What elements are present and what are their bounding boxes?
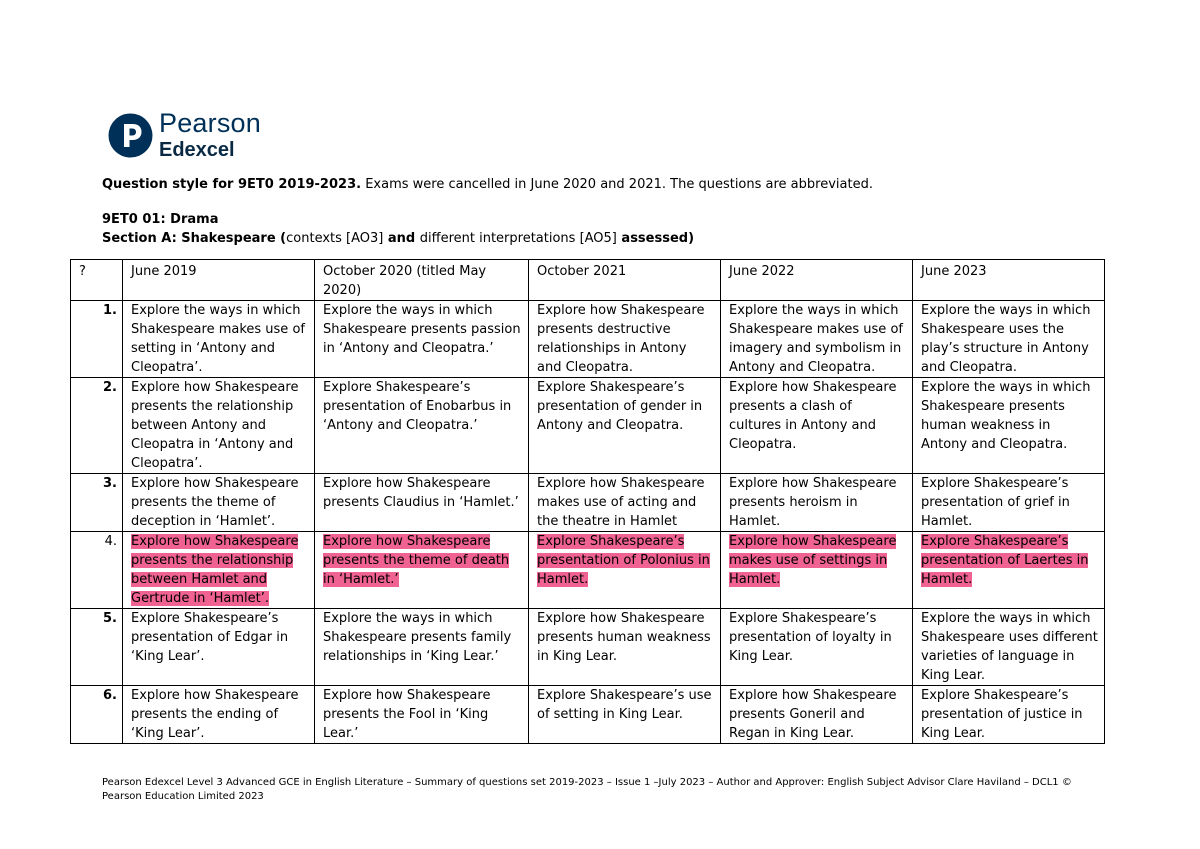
table-cell: Explore Shakespeare’s presentation of Enobarbus in ‘Antony and Cleopatra.’ bbox=[315, 378, 529, 474]
table-cell: Explore how Shakespeare presents human weakness in King Lear. bbox=[529, 609, 721, 686]
table-cell: Explore how Shakespeare presents destructive relationships in Antony and Cleopatra. bbox=[529, 301, 721, 378]
page-footer: Pearson Edexcel Level 3 Advanced GCE in English Literature – Summary of questions set 2019-2023 – Issue 1 –July 2023 – Author and Approver: English Subject Advisor Clare Haviland – DCL1 © Pearson Education Limited 2023 bbox=[102, 777, 1072, 802]
questions-table bbox=[70, 259, 1105, 744]
header-cell: ? bbox=[71, 260, 123, 301]
intro-rest: Exams were cancelled in June 2020 and 2021. The questions are abbreviated. bbox=[361, 177, 873, 192]
table-cell bbox=[721, 532, 913, 609]
table-cell: Explore the ways in which Shakespeare presents family relationships in ‘King Lear.’ bbox=[315, 609, 529, 686]
table-cell: Explore the ways in which Shakespeare uses different varieties of language in King Lear. bbox=[913, 609, 1105, 686]
table-row bbox=[71, 474, 1105, 532]
question-number: 1. bbox=[71, 301, 123, 378]
table-cell: Explore how Shakespeare presents the theme of deception in ‘Hamlet’. bbox=[123, 474, 315, 532]
pearson-logo-icon bbox=[108, 113, 153, 158]
table-row bbox=[71, 301, 1105, 378]
paper-heading: 9ET0 01: Drama bbox=[102, 212, 219, 227]
table-cell: Explore how Shakespeare makes use of acting and the theatre in Hamlet bbox=[529, 474, 721, 532]
intro-bold: Question style for 9ET0 2019-2023. bbox=[102, 177, 362, 192]
question-number: 3. bbox=[71, 474, 123, 532]
pearson-edexcel-logo bbox=[108, 108, 261, 162]
section-context-1: contexts [AO3] bbox=[286, 231, 384, 246]
table-cell: Explore how Shakespeare presents a clash of cultures in Antony and Cleopatra. bbox=[721, 378, 913, 474]
table-cell: Explore how Shakespeare presents the ending of ‘King Lear’. bbox=[123, 686, 315, 744]
section-context-2: different interpretations [AO5] bbox=[419, 231, 617, 246]
intro-line bbox=[102, 177, 873, 192]
table-row bbox=[71, 686, 1105, 744]
table-cell: Explore how Shakespeare presents Goneril and Regan in King Lear. bbox=[721, 686, 913, 744]
table-cell: Explore the ways in which Shakespeare presents human weakness in Antony and Cleopatra. bbox=[913, 378, 1105, 474]
section-prefix: Section A: Shakespeare ( bbox=[102, 231, 287, 246]
table-cell: Explore how Shakespeare presents Claudius in ‘Hamlet.’ bbox=[315, 474, 529, 532]
table-cell: Explore the ways in which Shakespeare makes use of imagery and symbolism in Antony and Cleopatra. bbox=[721, 301, 913, 378]
table-cell: Explore Shakespeare’s use of setting in King Lear. bbox=[529, 686, 721, 744]
table-cell: Explore Shakespeare’s presentation of loyalty in King Lear. bbox=[721, 609, 913, 686]
header-cell: October 2021 bbox=[529, 260, 721, 301]
question-number: 4. bbox=[71, 532, 123, 609]
highlighted-text: Explore how Shakespeare makes use of settings in Hamlet. bbox=[729, 534, 897, 587]
table-cell: Explore Shakespeare’s presentation of grief in Hamlet. bbox=[913, 474, 1105, 532]
section-suffix: assessed) bbox=[616, 231, 695, 246]
table-cell: Explore the ways in which Shakespeare uses the play’s structure in Antony and Cleopatra. bbox=[913, 301, 1105, 378]
table-row-highlighted bbox=[71, 532, 1105, 609]
question-number: 6. bbox=[71, 686, 123, 744]
table-cell: Explore Shakespeare’s presentation of gender in Antony and Cleopatra. bbox=[529, 378, 721, 474]
table-row bbox=[71, 609, 1105, 686]
table-cell: Explore the ways in which Shakespeare presents passion in ‘Antony and Cleopatra.’ bbox=[315, 301, 529, 378]
table-cell bbox=[315, 532, 529, 609]
section-heading bbox=[102, 231, 694, 246]
highlighted-text: Explore Shakespeare’s presentation of Polonius in Hamlet. bbox=[537, 534, 710, 587]
question-number: 5. bbox=[71, 609, 123, 686]
header-cell: October 2020 (titled May 2020) bbox=[315, 260, 529, 301]
logo-sub-brand: Edexcel bbox=[159, 139, 235, 161]
table-cell: Explore how Shakespeare presents heroism in Hamlet. bbox=[721, 474, 913, 532]
table-header-row bbox=[71, 260, 1105, 301]
highlighted-text: Explore how Shakespeare presents the relationship between Hamlet and Gertrude in ‘Hamlet’. bbox=[131, 534, 299, 606]
highlighted-text: Explore Shakespeare’s presentation of Laertes in Hamlet. bbox=[921, 534, 1089, 587]
question-number: 2. bbox=[71, 378, 123, 474]
section-mid: and bbox=[383, 231, 420, 246]
highlighted-text: Explore how Shakespeare presents the theme of death in ‘Hamlet.’ bbox=[323, 534, 510, 587]
table-cell bbox=[529, 532, 721, 609]
table-cell: Explore Shakespeare’s presentation of justice in King Lear. bbox=[913, 686, 1105, 744]
logo-wordmark: Pearson bbox=[159, 108, 261, 138]
header-cell: June 2023 bbox=[913, 260, 1105, 301]
table-cell: Explore how Shakespeare presents the Fool in ‘King Lear.’ bbox=[315, 686, 529, 744]
table-cell bbox=[913, 532, 1105, 609]
table-cell: Explore the ways in which Shakespeare makes use of setting in ‘Antony and Cleopatra’. bbox=[123, 301, 315, 378]
table-cell: Explore how Shakespeare presents the relationship between Antony and Cleopatra in ‘Antony and Cleopatra’. bbox=[123, 378, 315, 474]
table-row bbox=[71, 378, 1105, 474]
header-cell: June 2019 bbox=[123, 260, 315, 301]
table-cell: Explore Shakespeare’s presentation of Edgar in ‘King Lear’. bbox=[123, 609, 315, 686]
header-cell: June 2022 bbox=[721, 260, 913, 301]
table-cell bbox=[123, 532, 315, 609]
